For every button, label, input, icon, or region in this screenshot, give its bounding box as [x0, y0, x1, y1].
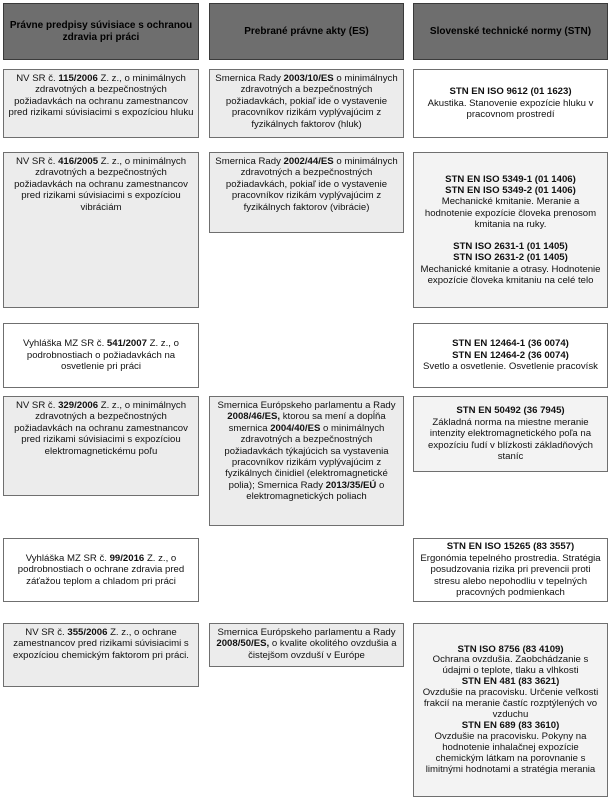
- row6-stn: STN ISO 8756 (83 4109) Ochrana ovzdušia. Zaobchádzanie s údajmi o teplote, tlaku a vlhkosti STN EN 481 (83 3621) Ovzdušie na pracovisku. Určenie veľkosti frakcií na meranie častíc rozptýlených vo vzduchu STN EN 689 (83 3610) Ovzdušie na pracovisku. Pokyny na hodnotenie inhalačnej expozície chemickým látkam na porovnanie s limitnými hodnotami a stratégia merania: [413, 623, 608, 797]
- header-legal-regulations-label: Právne predpisy súvisiace s ochranou zdravia pri práci: [9, 19, 193, 43]
- row5-stn: STN EN ISO 15265 (83 3557) Ergonómia tepelného prostredia. Stratégia posudzovania rizika pri prevencii proti stresu alebo nepohodliu v tepelných pracovných podmienkach: [413, 538, 608, 602]
- row1-stn: STN EN ISO 9612 (01 1623) Akustika. Stanovenie expozície hluku v pracovnom prostredí: [413, 69, 608, 138]
- header-stn-norms-label: Slovenské technické normy (STN): [429, 25, 592, 37]
- row2-regulation: NV SR č. 416/2005 Z. z., o minimálnych zdravotných a bezpečnostných požiadavkách na ochranu zamestnancov pred rizikami súvisiacimi s expozíciou vibráciám: [3, 152, 199, 308]
- row4-stn: STN EN 50492 (36 7945) Základná norma na miestne meranie intenzity elektromagnetického poľa na expozíciu ľudí v blízkosti základňových staníc: [413, 396, 608, 472]
- header-eu-acts-label: Prebrané právne akty (ES): [244, 25, 369, 37]
- header-stn-norms: [413, 3, 608, 60]
- row4-eu-act: Smernica Európskeho parlamentu a Rady 2008/46/ES, ktorou sa mení a dopĺňa smernica 2004/40/ES o minimálnych zdravotných a bezpečnostných požiadavkách týkajúcich sa vystavenia pracovníkov rizikám vyplývajúcim z fyzikálnych činidiel (elektromagnetické polia); Smernica Rady 2013/35/EÚ o elektromagnetických poliach: [209, 396, 404, 526]
- row3-regulation: Vyhláška MZ SR č. 541/2007 Z. z., o podrobnostiach o požiadavkách na osvetlenie pri práci: [3, 323, 199, 388]
- header-legal-regulations: [3, 3, 199, 60]
- row5-regulation: Vyhláška MZ SR č. 99/2016 Z. z., o podrobnostiach o ochrane zdravia pred záťažou teplom a chladom pri práci: [3, 538, 199, 602]
- row2-eu-act: Smernica Rady 2002/44/ES o minimálnych zdravotných a bezpečnostných požiadavkách, pokiaľ ide o vystavenie pracovníkov rizikám vyplývajúcim z fyzikálnych faktorov (vibrácie): [209, 152, 404, 233]
- row1-regulation: NV SR č. 115/2006 Z. z., o minimálnych zdravotných a bezpečnostných požiadavkách na ochranu zamestnancov pred rizikami súvisiacimi s expozíciou hluku: [3, 69, 199, 138]
- row6-eu-act: Smernica Európskeho parlamentu a Rady 2008/50/ES, o kvalite okolitého ovzdušia a čistejšom ovzduší v Európe: [209, 623, 404, 667]
- row6-regulation: NV SR č. 355/2006 Z. z., o ochrane zamestnancov pred rizikami súvisiacimi s expozíciou chemickým faktorom pri práci.: [3, 623, 199, 687]
- row4-regulation: NV SR č. 329/2006 Z. z., o minimálnych zdravotných a bezpečnostných požiadavkách na ochranu zamestnancov pred rizikami súvisiacimi s expozíciou elektromagnetickému poľu: [3, 396, 199, 496]
- row1-eu-act: Smernica Rady 2003/10/ES o minimálnych zdravotných a bezpečnostných požiadavkách, pokiaľ ide o vystavenie pracovníkov rizikám vyplývajúcim z fyzikálnych faktorov (hluk): [209, 69, 404, 138]
- row2-stn: STN EN ISO 5349-1 (01 1406) STN EN ISO 5349-2 (01 1406) Mechanické kmitanie. Meranie a hodnotenie expozície človeka prenosom kmitania na ruky. STN ISO 2631-1 (01 1405) STN ISO 2631-2 (01 1405) Mechanické kmitanie a otrasy. Hodnotenie expozície človeka kmitaniu na celé telo: [413, 152, 608, 308]
- header-eu-acts: [209, 3, 404, 60]
- row3-stn: STN EN 12464-1 (36 0074) STN EN 12464-2 (36 0074) Svetlo a osvetlenie. Osvetlenie pracovísk: [413, 323, 608, 388]
